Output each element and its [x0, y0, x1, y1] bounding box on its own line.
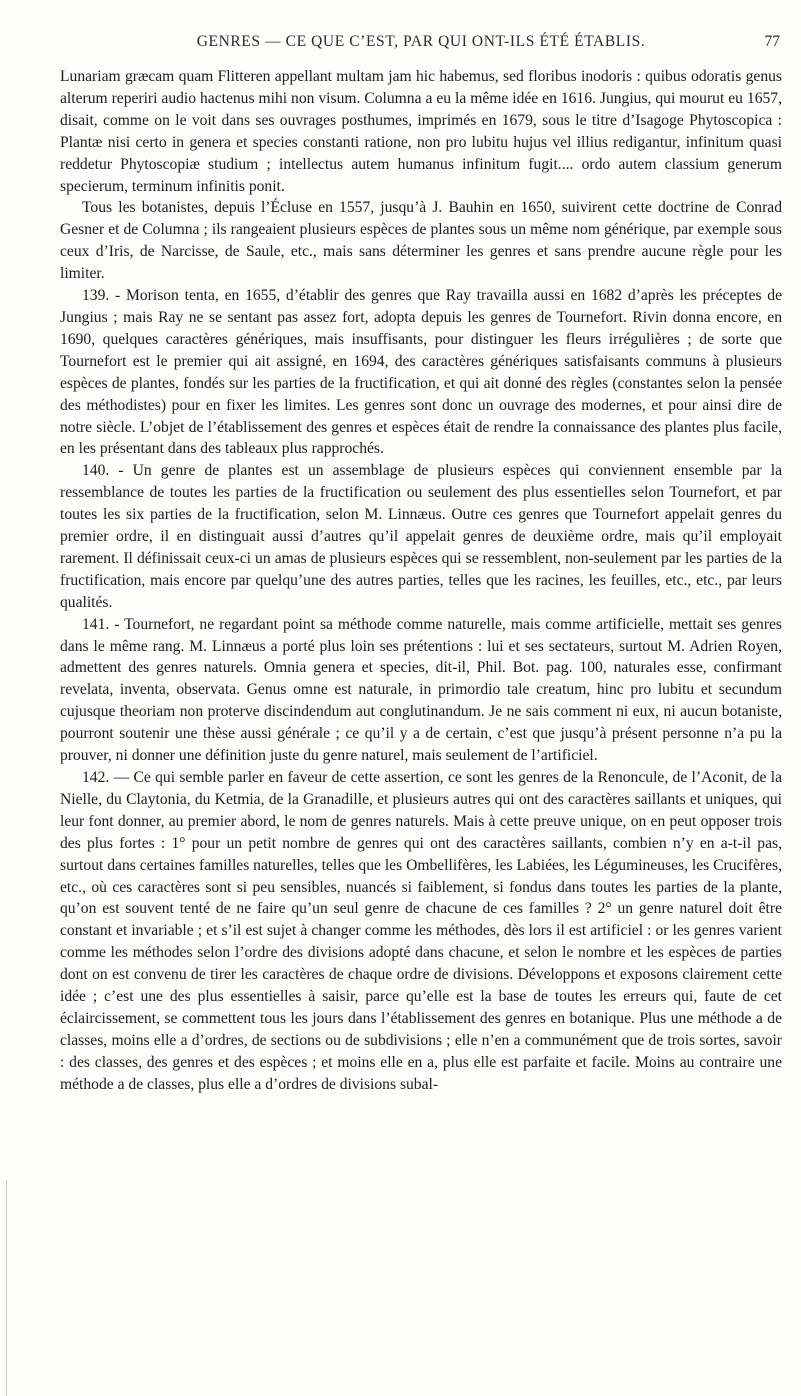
paragraph-continuation: Lunariam græcam quam Flitteren appellant multam jam hic habemus, sed floribus inodoris : quibus odoratis genus alterum reperiri audio hactenus mihi non visum. Columna a eu la même idée en 1616. Jungius, qui mourut eu 1657, disait, comme on le voit dans ses ouvrages posthumes, imprimés en 1679, sous le titre d’Isagoge Phytoscopica : Plantæ nisi certo in genera et species constanti ratione, non pro lubitu hujus vel illius redigantur, infinitum quasi reddetur Phytoscopiæ studium ; intellectus autem humanus infinitum fugit.... ordo autem classium generum specierum, terminum infinitis ponit.: [60, 68, 782, 195]
page-edge-line: [6, 1180, 7, 1396]
paragraph-141: 141. - Tournefort, ne regardant point sa méthode comme naturelle, mais comme artificielle, mettait ses genres dans le même rang. M. Linnæus a porté plus loin ses prétentions : lui et ses sectateurs, surtout M. Adrien Royen, admettent des genres naturels. Omnia genera et species, dit-il, Phil. Bot. pag. 100, naturales esse, confirmant revelata, inventa, observata. Genus omne est naturale, in primordio tale creatum, hinc pro lubitu et secundum cujusque theoriam non proterve discindendum aut conglutinandum. Je ne sais comment ni eux, ni aucun botaniste, pourront soutenir une thèse aussi générale ; ce qu’il y a de certain, c’est que jusqu’à présent personne n’a pu la prouver, ni donner une définition juste du genre naturel, mais seulement de l’artificiel.: [60, 615, 782, 765]
paragraph-botanistes: Tous les botanistes, depuis l’Écluse en 1557, jusqu’à J. Bauhin en 1650, suivirent cette doctrine de Conrad Gesner et de Columna ; ils rangeaient plusieurs espèces de plantes sous un même nom générique, par exemple sous ceux d’Iris, de Narcisse, de Saule, etc., mais sans déterminer les genres et sans prendre aucune règle pour les limiter.: [60, 199, 782, 283]
paragraph-140: 140. - Un genre de plantes est un assemblage de plusieurs espèces qui conviennent ensemble par la ressemblance de toutes les parties de la fructification ou seulement des plus essentielles selon Tournefort, et par toutes les six parties de la fructification, selon M. Linnæus. Outre ces genres que Tournefort appelait genres du premier ordre, il en distinguait aussi d’autres qu’il appelait genres de deuxième ordre, mais qu’il employait rarement. Il définissait ceux-ci un amas de plusieurs espèces qui se ressemblent, non-seulement par les parties de la fructification, mais encore par quelqu’une des autres parties, telles que les racines, les feuilles, etc., etc., par leurs qualités.: [60, 462, 782, 611]
paragraph-139: 139. - Morison tenta, en 1655, d’établir des genres que Ray travailla aussi en 1682 d’après les préceptes de Jungius ; mais Ray ne se sentant pas assez fort, adopta depuis les genres de Tournefort. Rivin donna encore, en 1690, quelques caractères génériques, mais insuffisants, pour distinguer les fleurs irrégulières ; de sorte que Tournefort est le premier qui ait assigné, en 1694, des caractères génériques satisfaisants communs à plusieurs espèces de plantes, fondés sur les parties de la fructification, et qui ait donné des règles (constantes selon la pensée des méthodistes) pour en fixer les limites. Les genres sont donc un ouvrage des modernes, et pour ainsi dire de notre siècle. L’objet de l’établissement des genres et espèces était de rendre la connaissance des plantes plus facile, en les présentant dans des tableaux plus rapprochés.: [60, 287, 782, 458]
paragraph-142: 142. — Ce qui semble parler en faveur de cette assertion, ce sont les genres de la Renoncule, de l’Aconit, de la Nielle, du Claytonia, du Ketmia, de la Granadille, et plusieurs autres qui ont des caractères saillants et uniques, qui leur font donner, au premier abord, le nom de genres naturels. Mais à cette preuve unique, on en peut opposer trois des plus fortes : 1° pour un petit nombre de genres qui ont des caractères saillants, combien n’y en a-t-il pas, surtout dans certaines familles naturelles, telles que les Ombellifères, les Labiées, les Légumineuses, les Crucifères, etc., où ces caractères sont si peu sensibles, nuancés si faiblement, si fondus dans toutes les parties de la plante, qu’on est souvent tenté de ne faire qu’un seul genre de chacune de ces familles ? 2° un genre naturel doit être constant et invariable ; et s’il est sujet à changer comme les méthodes, dès lors il est artificiel : or les genres varient comme les méthodes selon l’ordre des divisions adopté dans chacune, et selon le nombre et les espèces de parties dont on est convenu de tirer les caractères de chaque ordre de divisions. Développons et exposons clairement cette idée ; c’est une des plus essentielles à saisir, parce qu’elle est la base de toutes les erreurs qui, faute de cet éclaircissement, se commettent tous les jours dans l’établissement des genres en botanique. Plus une méthode a de classes, moins elle a d’ordres, de sections ou de subdivisions ; elle n’en a communément que de trois sortes, savoir : des classes, des genres et des espèces ; et moins elle en a, plus elle est parfaite et facile. Moins au contraire une méthode a de classes, plus elle a d’ordres de divisions subal-: [60, 769, 782, 1093]
page-header: [62, 33, 780, 57]
page-body: [60, 66, 782, 1096]
running-head: GENRES — CE QUE C’EST, PAR QUI ONT-ILS ÉTÉ ÉTABLIS.: [196, 33, 646, 50]
page-number: 77: [764, 33, 780, 50]
